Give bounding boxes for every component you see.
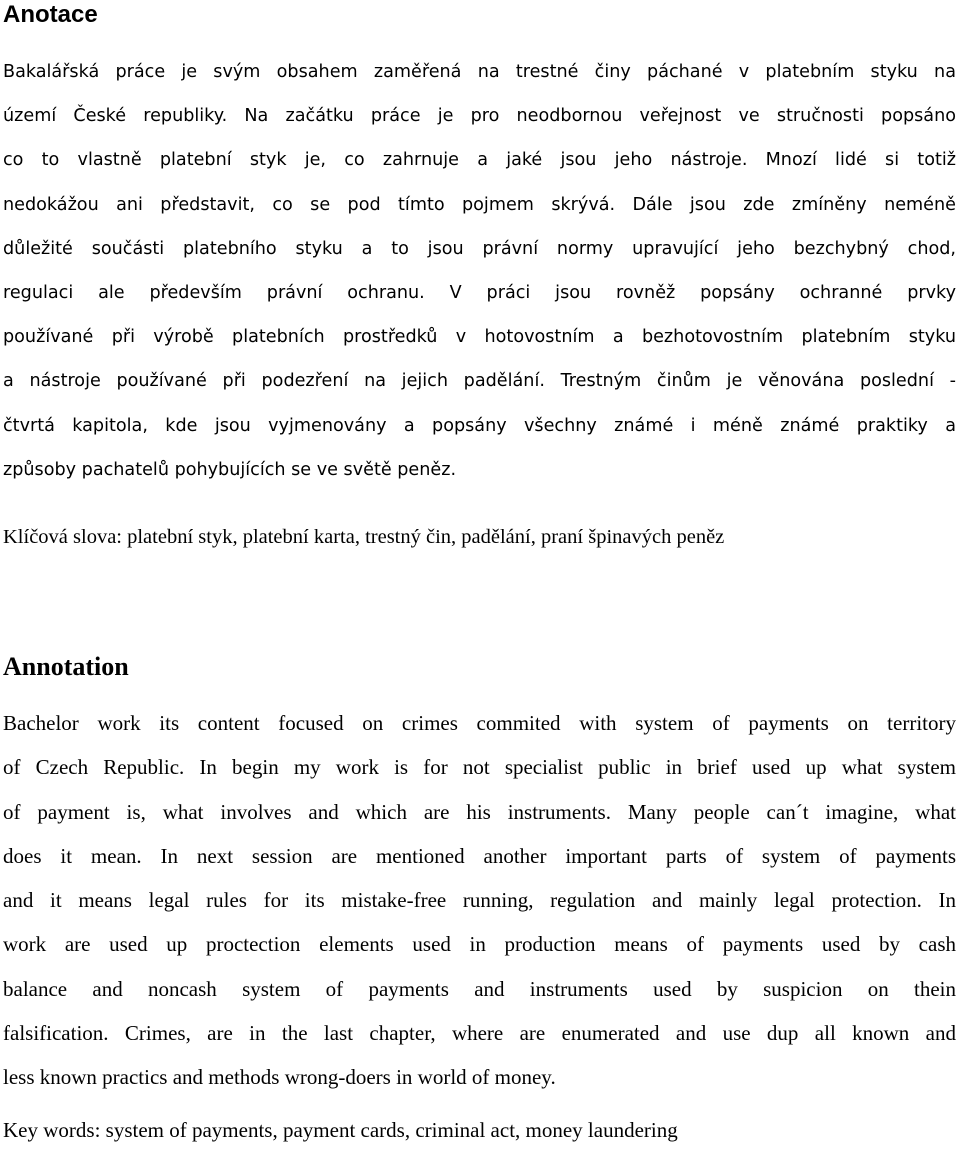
- anotace-line: Bakalářská práce je svým obsahem zaměřená na trestné činy páchané v platebním styku na: [3, 62, 956, 82]
- annotation-line: work are used up proctection elements used in production means of payments used by cash: [3, 932, 956, 957]
- anotace-line: používané při výrobě platebních prostředků v hotovostním a bezhotovostním platebním styku: [3, 327, 956, 348]
- anotace-line: nedokážou ani představit, co se pod tímto pojmem skrývá. Dále jsou zde zmíněny neméně: [3, 194, 956, 215]
- annotation-heading: Annotation: [3, 652, 129, 681]
- anotace-keywords-text: Klíčová slova: platební styk, platební karta, trestný čin, padělání, praní špinavých peněz: [3, 526, 725, 548]
- annotation-keywords: [3, 1108, 956, 1152]
- annotation-line: less known practics and methods wrong-doers in world of money.: [3, 1065, 556, 1090]
- anotace-paragraph: [3, 50, 956, 492]
- anotace-heading: Anotace: [3, 1, 98, 28]
- anotace-line: regulaci ale především právní ochranu. V práci jsou rovněž popsány ochranné prvky: [3, 283, 956, 304]
- annotation-line: falsification. Crimes, are in the last chapter, where are enumerated and use dup all known and: [3, 1021, 956, 1046]
- anotace-line: čtvrtá kapitola, kde jsou vyjmenovány a popsány všechny známé i méně známé praktiky a: [3, 415, 956, 436]
- annotation-paragraph: [3, 701, 956, 1100]
- annotation-line: and it means legal rules for its mistake-free running, regulation and mainly legal protection. In: [3, 888, 956, 913]
- annotation-line: of Czech Republic. In begin my work is for not specialist public in brief used up what system: [3, 755, 956, 780]
- annotation-line: does it mean. In next session are mentioned another important parts of system of payments: [3, 843, 956, 868]
- anotace-line: území České republiky. Na začátku práce je pro neodbornou veřejnost ve stručnosti popsáno: [3, 106, 956, 127]
- annotation-line: balance and noncash system of payments and instruments used by suspicion on thein: [3, 976, 956, 1001]
- anotace-line: způsoby pachatelů pohybujících se ve světě peněz.: [3, 459, 457, 480]
- anotace-line: důležité součásti platebního styku a to jsou právní normy upravující jeho bezchybný chod,: [3, 238, 956, 259]
- annotation-keywords-text: Key words: system of payments, payment cards, criminal act, money laundering: [3, 1118, 678, 1142]
- anotace-keywords: [3, 515, 956, 559]
- anotace-line: a nástroje používané při podezření na jejich padělání. Trestným činům je věnována poslední -: [3, 371, 956, 392]
- anotace-line: co to vlastně platební styk je, co zahrnuje a jaké jsou jeho nástroje. Mnozí lidé si totiž: [3, 150, 956, 171]
- annotation-line: Bachelor work its content focused on crimes commited with system of payments on territory: [3, 711, 956, 735]
- annotation-line: of payment is, what involves and which are his instruments. Many people can´t imagine, what: [3, 799, 956, 824]
